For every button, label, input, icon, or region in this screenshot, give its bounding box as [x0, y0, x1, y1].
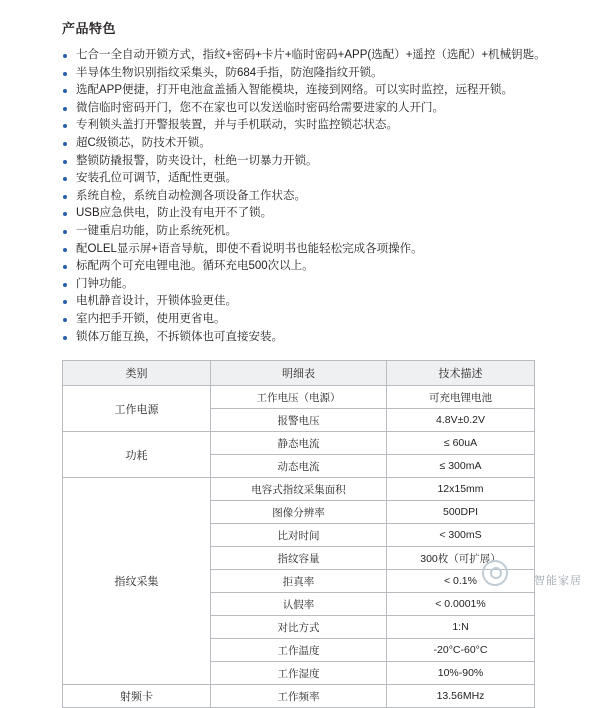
list-item: 超C级锁芯，防技术开锁。 — [62, 135, 560, 153]
specification-table — [62, 360, 535, 708]
watermark-text: 智能家居 — [534, 575, 582, 587]
list-item: 七合一全自动开锁方式，指纹+密码+卡片+临时密码+APP(选配）+遥控（选配）+机械钥匙。 — [62, 47, 560, 65]
feature-list — [62, 47, 560, 346]
list-item: 微信临时密码开门，您不在家也可以发送临时密码给需要进家的人开门。 — [62, 100, 560, 118]
page-title: 产品特色 — [62, 21, 117, 36]
table-detail-cell: 工作频率 — [211, 685, 387, 708]
table-detail-cell: 图像分辨率 — [211, 501, 387, 524]
table-group-cell: 指纹采集 — [63, 478, 211, 685]
table-value-cell: ≤ 60uA — [387, 432, 535, 455]
table-group-cell: 射频卡 — [63, 685, 211, 708]
table-value-cell: 1:N — [387, 616, 535, 639]
list-item: 室内把手开锁，使用更省电。 — [62, 311, 560, 329]
list-item: 半导体生物识别指纹采集头，防684手指，防泡隆指纹开锁。 — [62, 65, 560, 83]
table-group-cell: 工作电源 — [63, 386, 211, 432]
table-row — [63, 386, 535, 409]
list-item: 一键重启功能，防止系统死机。 — [62, 223, 560, 241]
table-value-cell: < 0.1% — [387, 570, 535, 593]
table-detail-cell: 对比方式 — [211, 616, 387, 639]
table-detail-cell: 比对时间 — [211, 524, 387, 547]
table-detail-cell: 工作温度 — [211, 639, 387, 662]
table-value-cell: < 300mS — [387, 524, 535, 547]
list-item: 锁体万能互换，不拆锁体也可直接安装。 — [62, 329, 560, 347]
table-detail-cell: 拒真率 — [211, 570, 387, 593]
table-detail-cell: 指纹容量 — [211, 547, 387, 570]
table-header-row — [63, 361, 535, 386]
table-detail-cell: 静态电流 — [211, 432, 387, 455]
list-item: 门钟功能。 — [62, 276, 560, 294]
list-item: 选配APP便捷，打开电池盒盖插入智能模块，连接到网络。可以实时监控，远程开锁。 — [62, 82, 560, 100]
list-item: 标配两个可充电锂电池。循环充电500次以上。 — [62, 258, 560, 276]
table-header-cell: 明细表 — [211, 361, 387, 386]
list-item: 系统自检，系统自动检测各项设备工作状态。 — [62, 188, 560, 206]
specification-table-wrapper — [62, 360, 560, 708]
table-header-cell: 类别 — [63, 361, 211, 386]
list-item: 配OLEL显示屏+语音导航，即使不看说明书也能轻松完成各项操作。 — [62, 241, 560, 259]
watermark-logo-icon — [482, 560, 508, 586]
list-item: 专利锁头盖打开警报装置，并与手机联动，实时监控锁芯状态。 — [62, 117, 560, 135]
table-value-cell: 300枚（可扩展） — [387, 547, 535, 570]
table-value-cell: 10%-90% — [387, 662, 535, 685]
table-detail-cell: 电容式指纹采集面积 — [211, 478, 387, 501]
table-header-cell: 技术描述 — [387, 361, 535, 386]
table-value-cell: ≤ 300mA — [387, 455, 535, 478]
table-value-cell: 可充电锂电池 — [387, 386, 535, 409]
table-row — [63, 432, 535, 455]
list-item: 电机静音设计，开锁体验更佳。 — [62, 293, 560, 311]
table-detail-cell: 认假率 — [211, 593, 387, 616]
table-group-cell: 功耗 — [63, 432, 211, 478]
table-value-cell: 4.8V±0.2V — [387, 409, 535, 432]
table-value-cell: < 0.0001% — [387, 593, 535, 616]
table-detail-cell: 报警电压 — [211, 409, 387, 432]
list-item: 安装孔位可调节，适配性更强。 — [62, 170, 560, 188]
list-item: USB应急供电，防止没有电开不了锁。 — [62, 205, 560, 223]
table-detail-cell: 动态电流 — [211, 455, 387, 478]
table-detail-cell: 工作电压（电源） — [211, 386, 387, 409]
table-detail-cell: 工作湿度 — [211, 662, 387, 685]
table-row — [63, 685, 535, 708]
table-value-cell: 13.56MHz — [387, 685, 535, 708]
table-value-cell: 500DPI — [387, 501, 535, 524]
list-item: 整锁防撬报警，防夹设计，杜绝一切暴力开锁。 — [62, 153, 560, 171]
table-value-cell: 12x15mm — [387, 478, 535, 501]
table-value-cell: -20°C-60°C — [387, 639, 535, 662]
table-row — [63, 478, 535, 501]
